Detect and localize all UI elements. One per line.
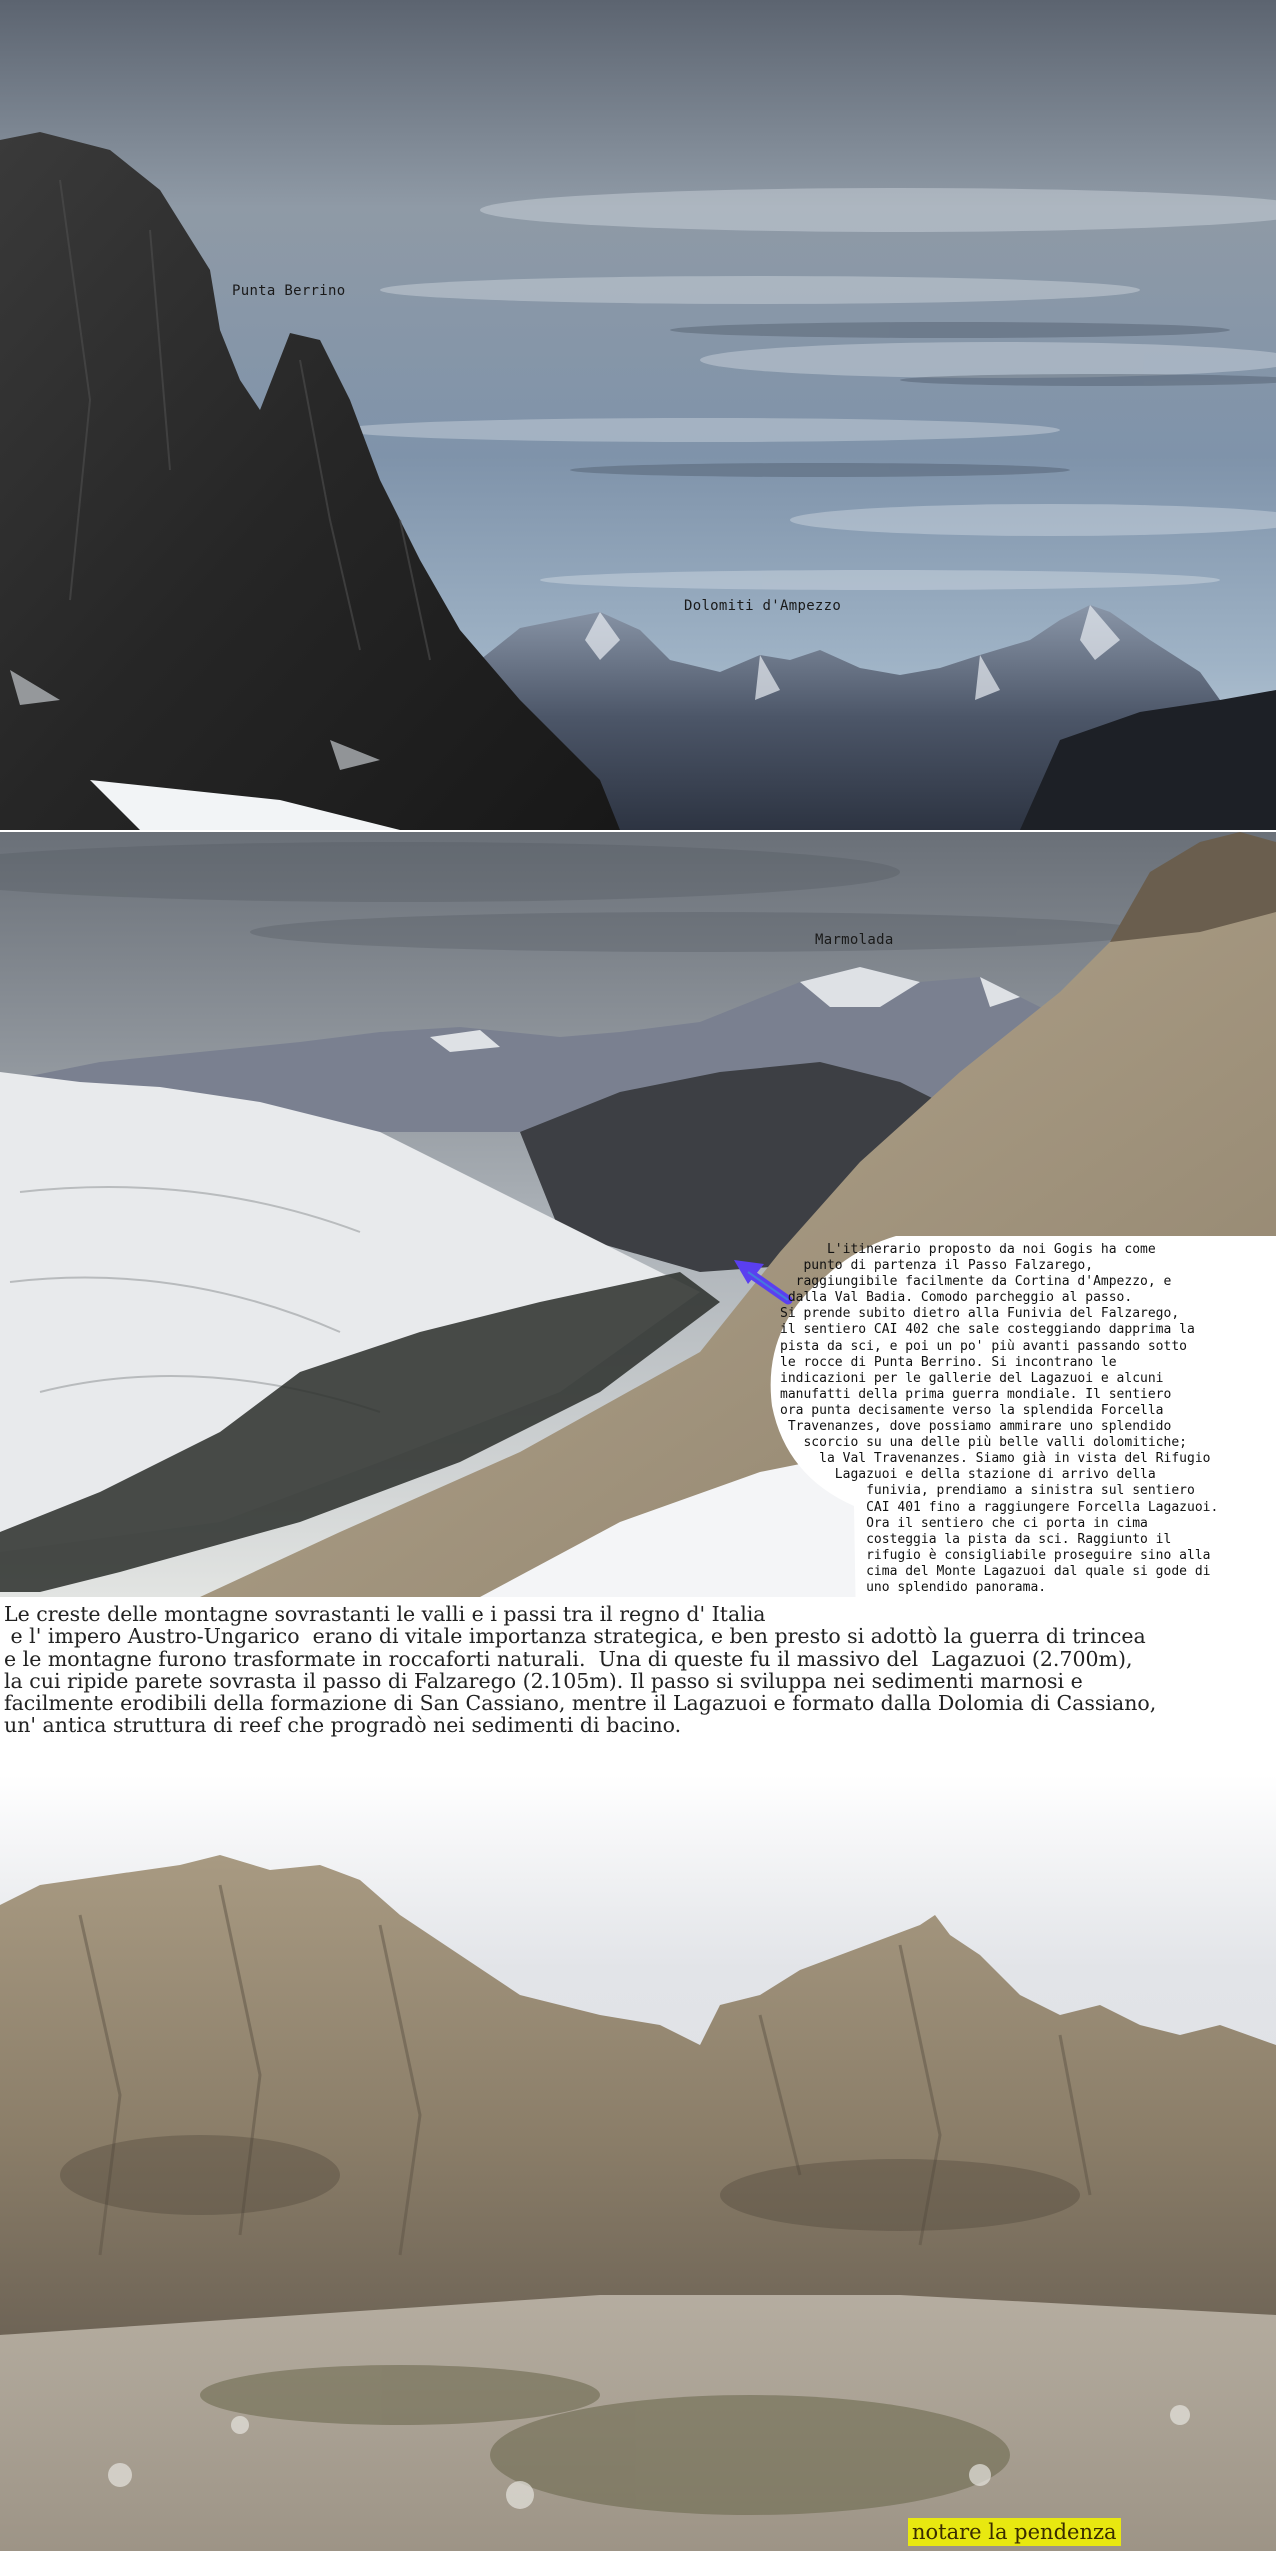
itinerary-line: cima del Monte Lagazuoi dal quale si gode di <box>780 1563 1211 1579</box>
itinerary-line: uno splendido panorama. <box>780 1579 1047 1595</box>
itinerary-line: indicazioni per le gallerie del Lagazuoi e alcuni <box>780 1370 1164 1386</box>
caption-pendenza: notare la pendenza <box>908 2518 1121 2546</box>
history-line: Le creste delle montagne sovrastanti le valli e i passi tra il regno d' Italia <box>4 1602 766 1626</box>
history-paragraph <box>4 1603 1272 1737</box>
itinerary-line: il sentiero CAI 402 che sale costeggiando dapprima la <box>780 1322 1195 1338</box>
label-marmolada: Marmolada <box>815 932 894 948</box>
history-line: un' antica struttura di reef che progradò nei sedimenti di bacino. <box>4 1713 682 1738</box>
itinerary-line: punto di partenza il Passo Falzarego, <box>780 1258 1094 1274</box>
itinerary-line: funivia, prendiamo a sinistra sul sentiero <box>780 1483 1195 1499</box>
itinerary-line: Travenanzes, dove possiamo ammirare uno splendido <box>780 1419 1172 1435</box>
history-line: la cui ripide parete sovrasta il passo di Falzarego (2.105m). Il passo si sviluppa nei sedimenti marnosi e <box>4 1668 1083 1693</box>
itinerary-line: Lagazuoi e della stazione di arrivo della <box>780 1467 1156 1483</box>
itinerary-line: la Val Travenanzes. Siamo già in vista del Rifugio <box>780 1451 1211 1467</box>
itinerary-line: L'itinerario proposto da noi Gogis ha come <box>780 1242 1156 1257</box>
itinerary-line: Si prende subito dietro alla Funivia del Falzarego, <box>780 1306 1180 1322</box>
itinerary-line: le rocce di Punta Berrino. Si incontrano le <box>780 1354 1117 1370</box>
photo-rock-walls-drawing <box>0 1775 1276 2551</box>
photo-punta-berrino-drawing <box>0 0 1276 830</box>
history-line: e le montagne furono trasformate in roccaforti naturali. Una di queste fu il massivo del Lagazuoi (2.700m), <box>4 1646 1133 1671</box>
itinerary-line: dalla Val Badia. Comodo parcheggio al passo. <box>780 1290 1133 1306</box>
itinerary-line: costeggia la pista da sci. Raggiunto il <box>780 1531 1172 1547</box>
history-line: facilmente erodibili della formazione di San Cassiano, mentre il Lagazuoi e formato dalla Dolomia di Cassiano, <box>4 1691 1157 1716</box>
itinerary-line: CAI 401 fino a raggiungere Forcella Lagazuoi. <box>780 1499 1219 1515</box>
itinerary-note <box>766 1236 1276 1626</box>
photo-punta-berrino <box>0 0 1276 830</box>
itinerary-line: rifugio è consigliabile proseguire sino alla <box>780 1547 1211 1563</box>
history-line: e l' impero Austro-Ungarico erano di vitale importanza strategica, e ben presto si adottò la guerra di trincea <box>4 1624 1146 1649</box>
itinerary-line: ora punta decisamente verso la splendida Forcella <box>780 1402 1164 1418</box>
label-dolomiti-ampezzo: Dolomiti d'Ampezzo <box>684 598 842 614</box>
itinerary-text <box>780 1242 1276 1596</box>
itinerary-line: raggiungibile facilmente da Cortina d'Ampezzo, e <box>780 1274 1172 1290</box>
itinerary-line: Ora il sentiero che ci porta in cima <box>780 1515 1148 1531</box>
label-punta-berrino: Punta Berrino <box>232 283 346 299</box>
photo-rock-walls <box>0 1775 1276 2551</box>
itinerary-line: scorcio su una delle più belle valli dolomitiche; <box>780 1435 1187 1451</box>
itinerary-line: pista da sci, e poi un po' più avanti passando sotto <box>780 1338 1187 1354</box>
itinerary-line: manufatti della prima guerra mondiale. Il sentiero <box>780 1386 1172 1402</box>
